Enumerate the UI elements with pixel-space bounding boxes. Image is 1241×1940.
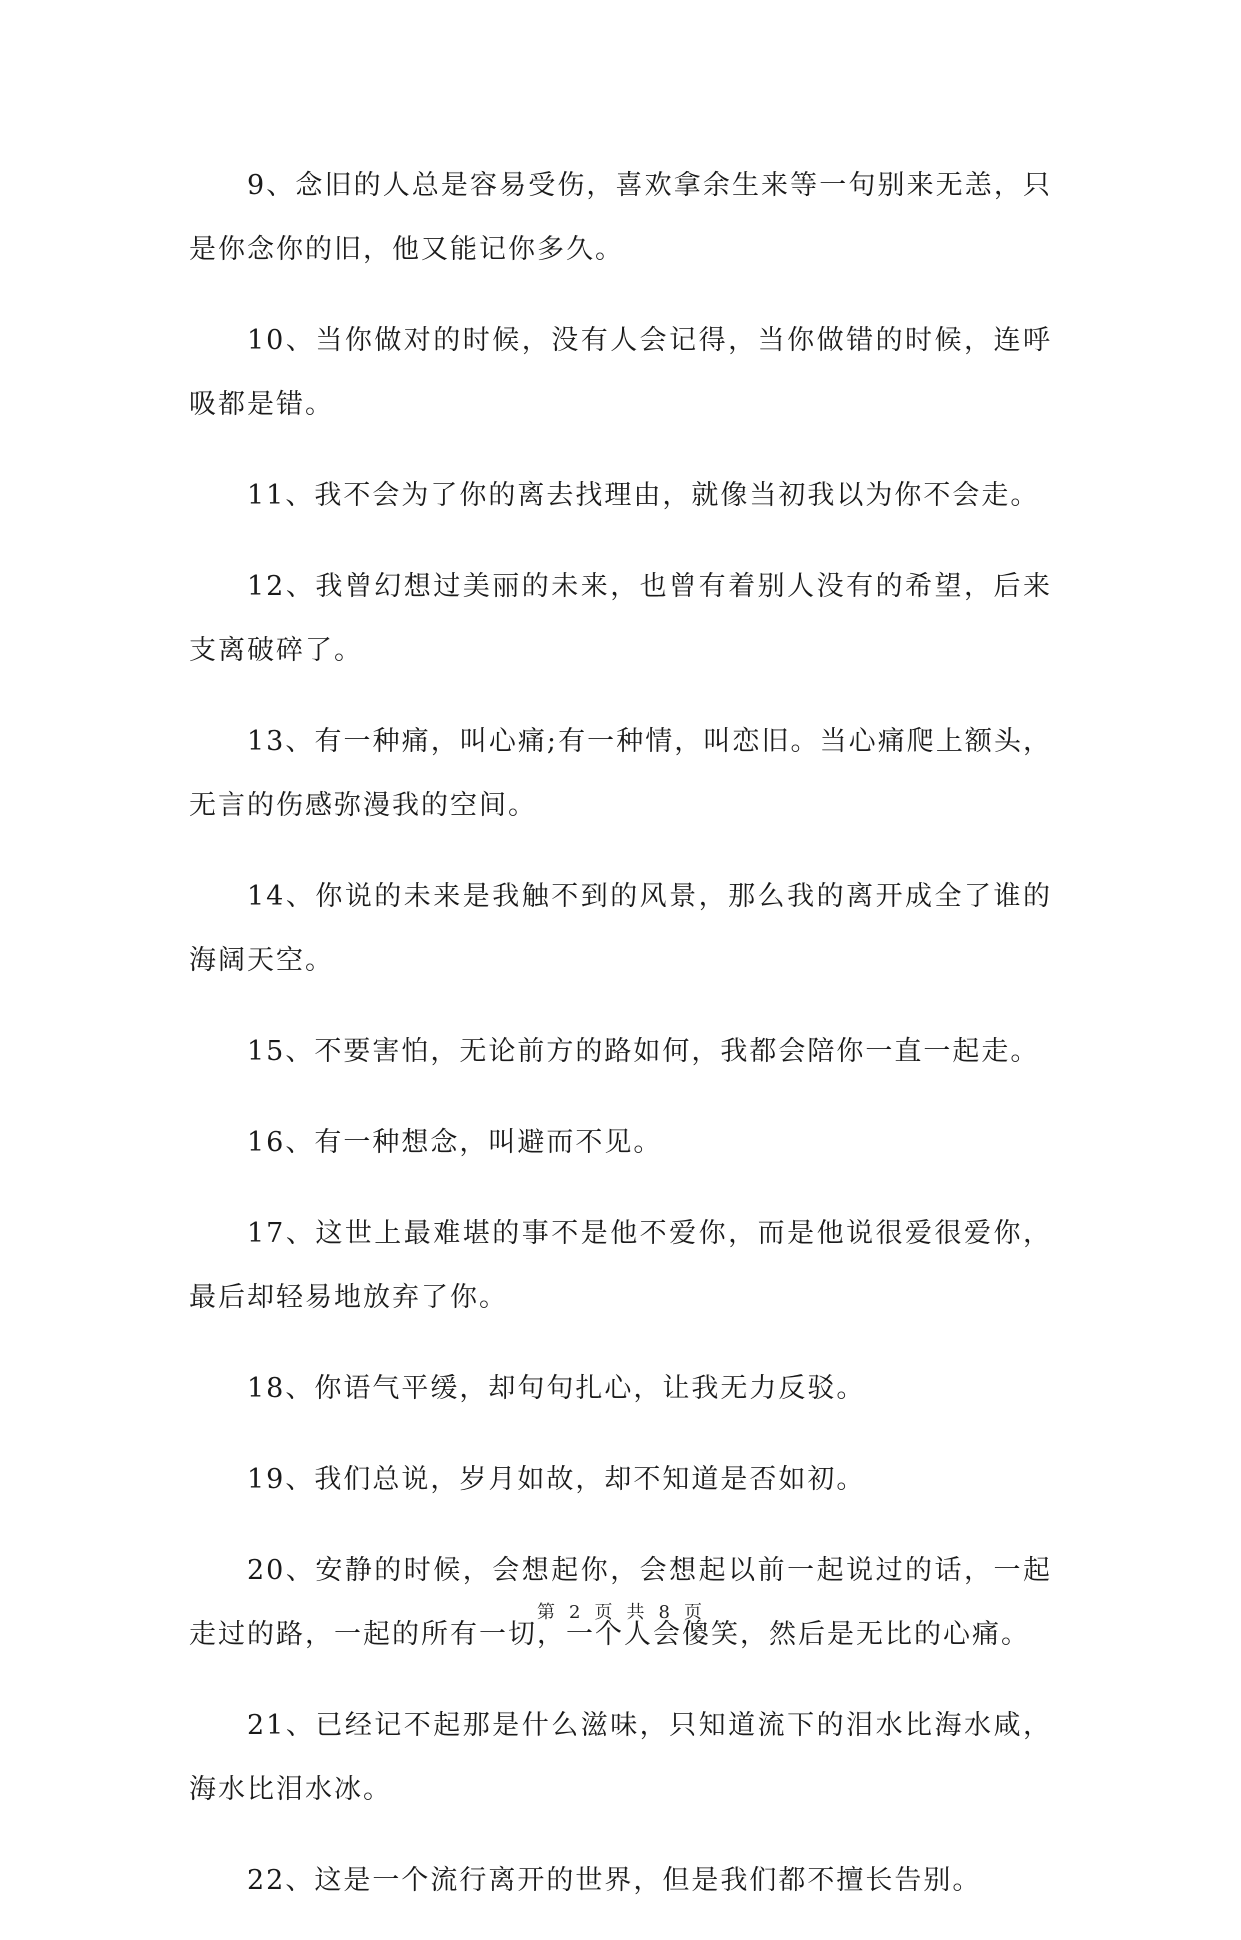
paragraph-9: 9、念旧的人总是容易受伤，喜欢拿余生来等一句别来无恙，只是你念你的旧，他又能记你多久。	[189, 170, 1052, 265]
paragraph-15: 15、不要害怕，无论前方的路如何，我都会陪你一直一起走。	[247, 1036, 1040, 1067]
footer-label-page-unit: 页	[594, 1602, 615, 1623]
current-page-number: 2	[569, 1602, 583, 1623]
paragraph-19: 19、我们总说，岁月如故，却不知道是否如初。	[247, 1464, 866, 1495]
page-footer	[0, 1598, 1241, 1624]
paragraph-18: 18、你语气平缓，却句句扎心，让我无力反驳。	[247, 1373, 866, 1404]
paragraph-21: 21、已经记不起那是什么滋味，只知道流下的泪水比海水咸，海水比泪水冰。	[189, 1710, 1052, 1805]
paragraph-17: 17、这世上最难堪的事不是他不爱你，而是他说很爱很爱你，最后却轻易地放弃了你。	[189, 1218, 1052, 1313]
paragraph-10: 10、当你做对的时候，没有人会记得，当你做错的时候，连呼吸都是错。	[189, 325, 1052, 420]
footer-label-total: 共	[626, 1602, 647, 1623]
document-body	[189, 154, 1052, 1940]
footer-label-total-unit: 页	[683, 1602, 704, 1623]
paragraph-11: 11、我不会为了你的离去找理由，就像当初我以为你不会走。	[247, 480, 1040, 511]
total-pages-number: 8	[658, 1602, 672, 1623]
paragraph-13: 13、有一种痛，叫心痛;有一种情，叫恋旧。当心痛爬上额头，无言的伤感弥漫我的空间。	[189, 726, 1052, 821]
paragraph-14: 14、你说的未来是我触不到的风景，那么我的离开成全了谁的海阔天空。	[189, 881, 1052, 976]
footer-label-page: 第	[537, 1602, 558, 1623]
paragraph-22: 22、这是一个流行离开的世界，但是我们都不擅长告别。	[247, 1865, 982, 1896]
paragraph-12: 12、我曾幻想过美丽的未来，也曾有着别人没有的希望，后来支离破碎了。	[189, 571, 1052, 666]
paragraph-20: 20、安静的时候，会想起你，会想起以前一起说过的话，一起走过的路，一起的所有一切，一个人会傻笑，然后是无比的心痛。	[189, 1555, 1052, 1650]
paragraph-16: 16、有一种想念，叫避而不见。	[247, 1127, 663, 1158]
